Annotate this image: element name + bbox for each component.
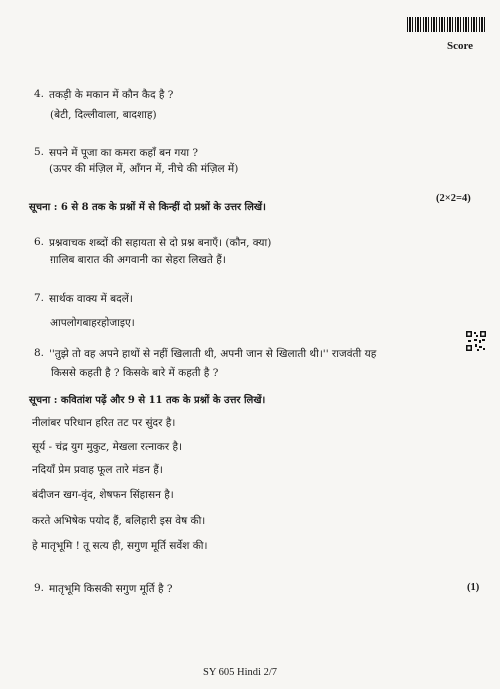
poem-line-5: करते अभिषेक पयोद हैं, बलिहारी इस वेष की। [32,515,206,527]
q9-number: 9. [34,582,45,594]
q7-text: सार्थक वाक्य में बदलें। [49,293,133,305]
q4-options: (बेटी, दिल्लीवाला, बादशाह) [50,109,157,121]
poem-line-2: सूर्य - चंद्र युग मुकुट, मेखला रत्नाकर है। [32,441,183,453]
qr-code-icon [466,331,486,351]
q5-text: सपने में पूजा का कमरा कहाँ बन गया ? [49,147,199,159]
page-footer: SY 605 Hindi 2/7 [203,667,277,678]
instruction-1-marks: (2×2=4) [436,193,471,204]
q6-line2: ग़ालिब बारात की अगवानी का सेहरा लिखते हैं। [50,254,226,266]
q7-line2: आपलोगबाहरहोजाइए। [50,317,135,329]
q8-number: 8. [34,347,45,359]
instruction-1: सूचना : 6 से 8 तक के प्रश्नों में से किन्हीं दो प्रश्नों के उत्तर लिखें। [29,202,266,213]
barcode [407,17,485,32]
q9-text: मातृभूमि किसकी सगुण मूर्ति है ? [49,583,173,595]
score-label: Score [447,40,474,52]
q9-marks: (1) [467,582,480,593]
q6-number: 6. [34,236,45,248]
poem-line-1: नीलांबर परिधान हरित तट पर सुंदर है। [32,417,176,429]
q7-number: 7. [34,292,45,304]
poem-line-6: हे मातृभूमि ! तू सत्य ही, सगुण मूर्ति सर्वेश की। [32,540,208,552]
poem-line-4: बंदीजन खग-वृंद, शेषफन सिंहासन है। [32,489,174,501]
instruction-2: सूचना : कवितांश पढ़ें और 9 से 11 तक के प्रश्नों के उत्तर लिखें। [29,395,266,406]
q8-text: ''तुझे तो वह अपने हाथों से नहीं खिलाती थी, अपनी जान से खिलाती थी।'' राजवंती यह [49,348,377,360]
q8-line2: किससे कहती है ? किसके बारे में कहती है ? [51,367,219,379]
q5-number: 5. [34,146,45,158]
q6-text: प्रश्नवाचक शब्दों की सहायता से दो प्रश्न बनाएँ। (कौन, क्या) [49,237,272,249]
q4-text: तकड़ी के मकान में कौन कैद है ? [49,89,174,101]
q4-number: 4. [34,88,45,100]
q5-options: (ऊपर की मंज़िल में, आँगन में, नीचे की मंज़िल में) [49,163,239,175]
poem-line-3: नदियाँ प्रेम प्रवाह फूल तारे मंडन हैं। [32,464,163,476]
